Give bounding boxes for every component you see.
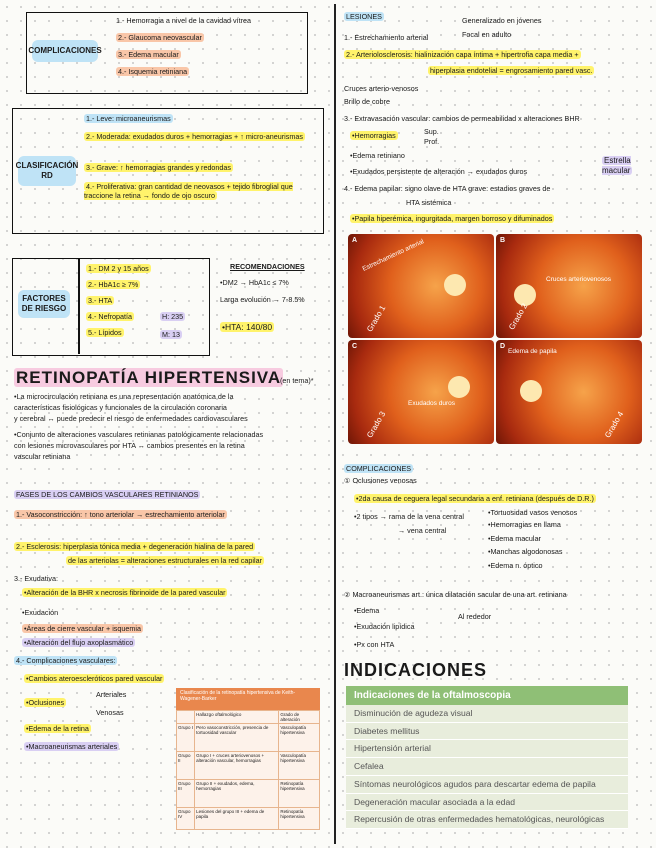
kwb-table-header-row	[177, 711, 320, 724]
kwb-table-cell: Grupo IV	[177, 808, 195, 830]
factores-item	[86, 312, 134, 321]
complicaciones-item-text: 2.- Glaucoma neovascular	[118, 33, 202, 42]
comp2-line: •Hemorragias en llama	[488, 520, 561, 529]
lesiones-line	[350, 167, 527, 176]
kwb-table-cell: Grupo I	[177, 724, 195, 752]
indicaciones-item: Hipertensión arterial	[346, 740, 628, 758]
lesiones-line	[344, 50, 581, 59]
fase-3-item	[22, 588, 227, 597]
fundus-photo-a	[348, 234, 494, 338]
kwb-table-cell: Lesiones del grupo III + edema de papila	[195, 808, 279, 830]
comp2-line: •Tortuosidad vasos venosos	[488, 508, 578, 517]
fundus-photo-b	[496, 234, 642, 338]
retino-line: •Conjunto de alteraciones vasculares retinianas patológicamente relacionadas	[14, 430, 264, 439]
indicaciones-item: Diabetes mellitus	[346, 723, 628, 741]
clasificacion-item-text: 2.- Moderada: exudados duros + hemorragias + ↑ micro-aneurismas	[86, 132, 303, 141]
fase-3-item	[22, 638, 135, 647]
recom-item: •DM2 → HbA1c ≤ 7%	[220, 278, 289, 287]
comp2-line: •Manchas algodonosas	[488, 547, 563, 556]
clasificacion-label: CLASIFICACIÓN RD	[18, 156, 76, 186]
kwb-table-row	[177, 724, 320, 752]
factores-item-text: 3.- HTA	[88, 296, 113, 305]
factores-item-text: 2.- HbA1c ≥ 7%	[88, 280, 139, 289]
kwb-table-row	[177, 752, 320, 780]
complicaciones-item: 1.- Hemorragia a nivel de la cavidad vítrea	[116, 16, 252, 25]
lesiones-line	[428, 66, 594, 75]
kwb-table-cell: Pero vasoconstricción, presencia de tortuosidad vascular	[195, 724, 279, 752]
recom-item	[220, 322, 274, 333]
factores-divider	[78, 258, 80, 354]
retino-title-tag: (en tema)*	[280, 376, 314, 385]
indicaciones-item: Repercusión de otras enfermedades hematológicas, neurológicas	[346, 811, 628, 829]
comp2-line: •Edema	[354, 606, 380, 615]
fases-title-text: FASES DE LOS CAMBIOS VASCULARES RETINIANOS	[16, 490, 199, 499]
comp2-line: •Exudación lipídica	[354, 622, 415, 631]
fase-1	[14, 510, 227, 519]
hemo-type: Prof.	[424, 137, 440, 146]
factores-item	[86, 328, 124, 337]
indicaciones-title: INDICACIONES	[344, 660, 488, 680]
fase-4-item-text: •Edema de la retina	[26, 724, 89, 733]
photo-label: A	[352, 237, 358, 244]
lipid-value-text: H: 235	[162, 312, 184, 321]
kwb-table-row	[177, 780, 320, 808]
kwb-table-row	[177, 808, 320, 830]
lesiones-line-text: •Exudados persistente de alteración → exudados duros	[350, 167, 528, 176]
column-divider	[334, 4, 336, 844]
comp2-line-text: •2da causa de ceguera legal secundaria a enf. retiniana (después de D.R.)	[356, 494, 594, 503]
photo-caption: Edema de papila	[508, 348, 557, 355]
lesiones-line	[350, 214, 554, 223]
fase-3-item-text: •Alteración de la BHR x necrosis fibrinoide de la pared vascular	[24, 588, 226, 597]
retino-line: y cerebral ↔ puede predecir el riesgo de enfermedades cardiovasculares	[14, 414, 248, 423]
fase-4-item	[24, 724, 91, 733]
comp2-item: ① Oclusiones venosas	[344, 476, 417, 485]
fase-3: 3.- Exudativa:	[14, 574, 58, 583]
kwb-table-cell: Grupo II	[177, 752, 195, 780]
complicaciones-item-text: 4.- Isquemia retiniana	[118, 67, 188, 76]
optic-disc	[448, 376, 470, 398]
clasificacion-item-text: 1.- Leve: microaneurismas	[86, 114, 171, 123]
fase-4	[14, 656, 117, 665]
complicaciones-item-text: 3.- Edema macular	[118, 50, 179, 59]
photo-caption: Grado 2	[507, 301, 530, 332]
photo-caption: Cruces arteriovenosos	[546, 276, 612, 283]
photo-caption: Estrechamiento arterial	[361, 238, 426, 273]
optic-disc	[520, 380, 542, 402]
photo-caption: Grado 1	[365, 303, 388, 334]
retino-line: con lesiones microvasculares por HTA ↔ cambios presentes en la retina	[14, 441, 245, 450]
kwb-table-cell	[177, 711, 195, 724]
kwb-table-cell: Grupo II + exudados, edema, hemorragias	[195, 780, 279, 808]
clasificacion-item-text: 3.- Grave: ↑ hemorragias grandes y redondas	[86, 163, 232, 172]
recom-title: RECOMENDACIONES	[230, 262, 305, 271]
comp2-note: Al rededor	[458, 612, 492, 621]
complicaciones-item	[116, 50, 181, 59]
indicaciones-box	[346, 686, 628, 829]
fase-4-item	[24, 698, 66, 707]
clasificacion-item-text: 4.- Proliferativa: gran cantidad de neovasos + tejido fibroglial que traccione la retina → fondo de ojo oscuro	[84, 182, 293, 201]
retino-title-text: RETINOPATÍA HIPERTENSIVA	[16, 368, 282, 387]
photo-label: D	[500, 343, 506, 350]
retino-line: •La microcirculación retiniana es una representación anatómica de la	[14, 392, 234, 401]
fase-1-text: 1.- Vasoconstricción: ↑ tono arteriolar → estrechamiento arteriolar	[16, 510, 225, 519]
lesiones-title-text: LESIONES	[346, 12, 382, 21]
kwb-table-cell: Hallazgo oftalmológico	[195, 711, 279, 724]
comp2-line	[354, 494, 596, 503]
kwb-table-cell: Retinopatía hipertensiva	[279, 780, 320, 808]
lesiones-line: 4.- Edema papilar: signo clave de HTA grave: estadios graves de	[344, 184, 551, 193]
photo-caption: Exudados duros	[408, 400, 455, 407]
lesiones-line-text: 2.- Arteriolosclerosis: hialinización capa íntima + hipertrofia capa media +	[346, 50, 579, 59]
comp2-line: •Edema n. óptico	[488, 561, 543, 570]
lesiones-line	[350, 131, 398, 140]
fase-2-text: 2.- Esclerosis: hiperplasia tónica media + degeneración hialina de la pared	[16, 542, 254, 551]
indicaciones-item: Síntomas neurológicos agudos para descartar edema de papila	[346, 776, 628, 794]
lesiones-line-text: •Hemorragias	[352, 131, 396, 140]
lesiones-line: Brillo de cobre	[344, 97, 390, 106]
kwb-table-cell: Grado de alteración	[279, 711, 320, 724]
fase-4-item-text: •Macroaneurismas arteriales	[26, 742, 118, 751]
kwb-table-cell: Vasculopatía hipertensiva	[279, 752, 320, 780]
comp2-line: •Px con HTA	[354, 640, 395, 649]
fase-4-item	[24, 674, 164, 683]
comp2-item: ② Macroaneurismas art.: única dilatación sacular de una art. retiniana	[344, 590, 567, 599]
fase-3-item-text: •Áreas de cierre vascular + isquemia	[24, 624, 141, 633]
photo-caption: Grado 4	[603, 409, 626, 440]
complicaciones-item	[116, 67, 189, 76]
lesiones-line: HTA sistémica	[406, 198, 452, 207]
fundus-photo-c	[348, 340, 494, 444]
kwb-table	[176, 710, 320, 830]
photo-caption: Grado 3	[365, 409, 388, 440]
fase-2-text: de las arteriolas = alteraciones estructurales en la red capilar	[68, 556, 262, 565]
lesiones-title	[344, 12, 384, 21]
estrella-macular-text: Estrella macular	[602, 156, 631, 176]
retino-line: características fisiológicas y funcionales de la circulación coronaria	[14, 403, 227, 412]
factores-item	[86, 280, 140, 289]
fase-4-text: 4.- Complicaciones vasculares:	[16, 656, 116, 665]
factores-label: FACTORES DE RIESGO	[18, 290, 70, 318]
factores-item-text: 1.- DM 2 y 15 años	[88, 264, 149, 273]
factores-item	[86, 296, 114, 305]
clasificacion-item	[84, 182, 316, 201]
factores-item	[86, 264, 151, 273]
clasificacion-item	[84, 163, 233, 172]
retino-line: vascular retiniana	[14, 452, 71, 461]
recom-item: Larga evolución → 7-8.5%	[220, 295, 305, 304]
comp2-title	[344, 464, 413, 473]
comp2-line: → vena central	[398, 526, 447, 535]
kwb-table-cell: Grupo III	[177, 780, 195, 808]
lesiones-line: Cruces arterio-venosos	[344, 84, 419, 93]
optic-disc	[514, 284, 536, 306]
kwb-table-cell: Grupo I + cruces arteriovenosos + alteración vascular, hemorragias	[195, 752, 279, 780]
fases-title	[14, 490, 200, 499]
indicaciones-item: Disminución de agudeza visual	[346, 705, 628, 723]
fase-2	[66, 556, 264, 565]
complicaciones-label: COMPLICACIONES	[32, 40, 98, 62]
kwb-table-cell: Retinopatía hipertensiva	[279, 808, 320, 830]
lipid-value	[160, 312, 185, 321]
optic-disc	[444, 274, 466, 296]
lesiones-branch: Focal en adulto	[462, 30, 512, 39]
fundus-photo-d	[496, 340, 642, 444]
clasificacion-item	[84, 132, 314, 141]
comp2-title-text: COMPLICACIONES	[346, 464, 412, 473]
lipid-value	[160, 330, 182, 339]
recom-item-text: •HTA: 140/80	[222, 322, 273, 332]
lesiones-line: 3.- Extravasación vascular: cambios de permeabilidad x alteraciones BHR	[344, 114, 580, 123]
lesiones-line-text: hiperplasia endotelial = engrosamiento pared vasc.	[430, 66, 593, 75]
fase-4-item-text: •Oclusiones	[26, 698, 65, 707]
lesiones-line-text: •Papila hiperémica, ingurgitada, margen borroso y difuminados	[352, 214, 553, 223]
lesiones-line: 1.- Estrechamiento arterial	[344, 33, 429, 42]
fase-4-subitem: Arteriales	[96, 690, 127, 699]
fase-2	[14, 542, 255, 551]
kwb-table-header: Clasificación de la retinopatía hipertensiva de Keith-Wagener-Barker	[176, 688, 320, 710]
photo-label: C	[352, 343, 358, 350]
estrella-macular	[602, 156, 654, 177]
fase-4-item-text: •Cambios ateroescleróticos pared vascular	[26, 674, 163, 683]
fase-4-item	[24, 742, 119, 751]
factores-item-text: 4.- Nefropatía	[88, 312, 132, 321]
kwb-table-cell: Vasculopatía hipertensiva	[279, 724, 320, 752]
comp2-line: •Edema macular	[488, 534, 541, 543]
indicaciones-box-title: Indicaciones de la oftalmoscopia	[346, 686, 628, 705]
photo-label: B	[500, 237, 506, 244]
fase-3-item	[22, 624, 143, 633]
factores-item-text: 5.- Lípidos	[88, 328, 122, 337]
comp2-line: •2 tipos → rama de la vena central	[354, 512, 464, 521]
fase-4-subitem: Venosas	[96, 708, 124, 717]
retino-title	[14, 368, 283, 388]
indicaciones-item: Degeneración macular asociada a la edad	[346, 794, 628, 812]
lipid-value-text: M: 13	[162, 330, 180, 339]
fase-3-item: •Exudación	[22, 608, 59, 617]
indicaciones-item: Cefalea	[346, 758, 628, 776]
hemo-type: Sup.	[424, 127, 439, 136]
clasificacion-item	[84, 114, 173, 123]
complicaciones-item	[116, 33, 204, 42]
fase-3-item-text: •Alteración del flujo axoplasmático	[24, 638, 134, 647]
lesiones-line: •Edema retiniano	[350, 151, 405, 160]
lesiones-branch: Generalizado en jóvenes	[462, 16, 542, 25]
